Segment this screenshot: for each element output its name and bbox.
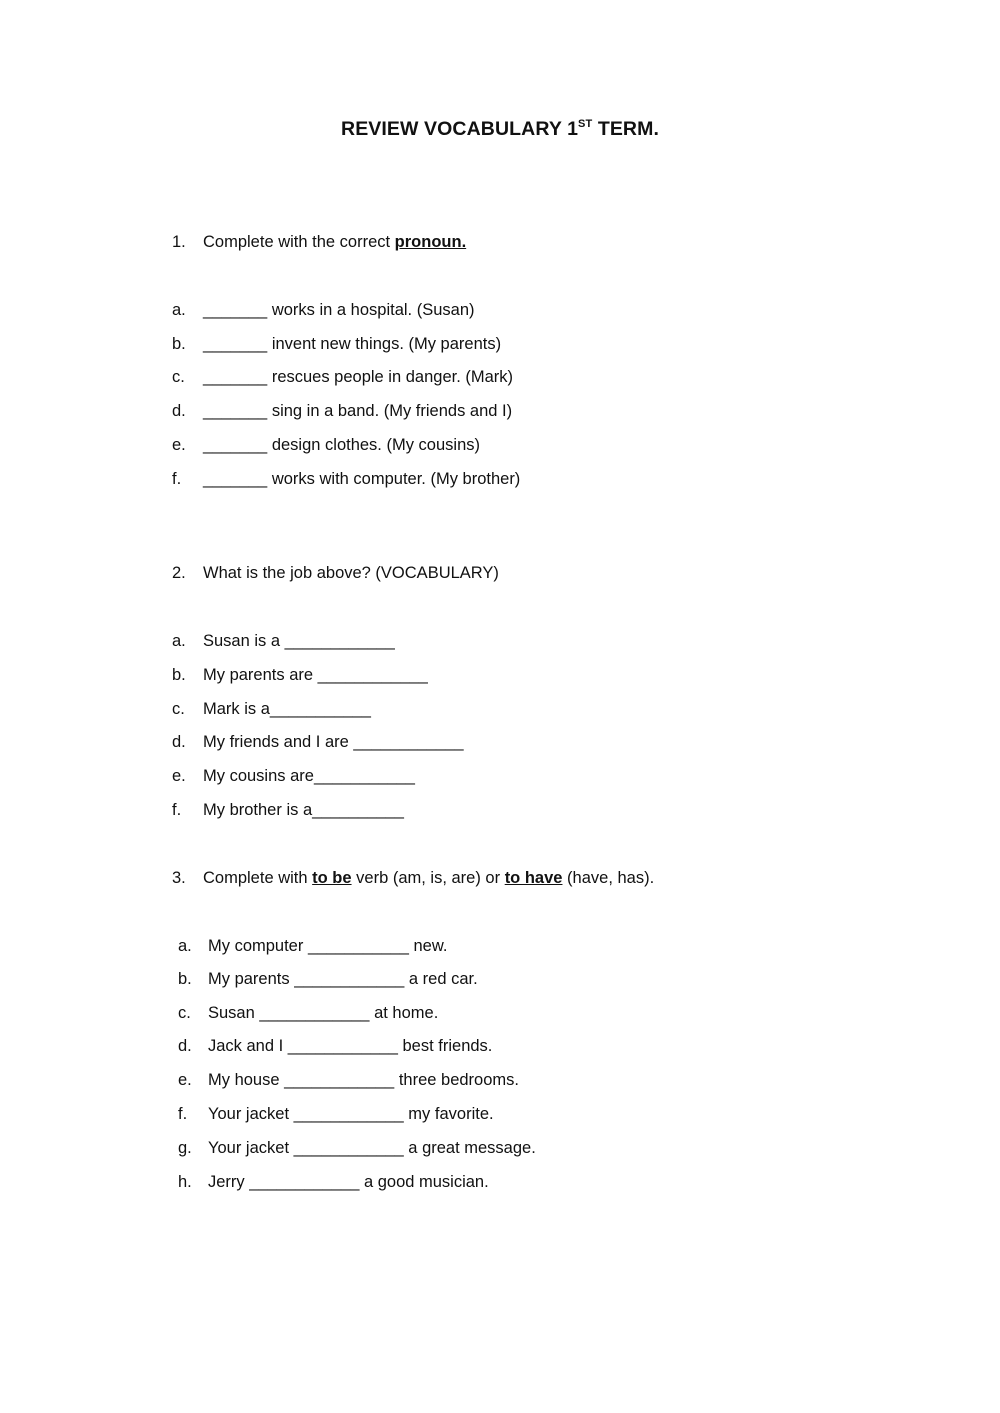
q3-item: Jerry ____________ a good musician. [208,1173,489,1191]
q3-item-letter: e. [178,1071,192,1089]
q1-item-letter: f. [172,470,182,488]
q2-item-letter: b. [172,666,186,684]
q2-item: My brother is a__________ [203,801,404,819]
q3-item: Your jacket ____________ a great message. [208,1139,536,1157]
q3-item-letter: g. [178,1139,192,1157]
q3-item: Jack and I ____________ best friends. [208,1037,493,1055]
q3-item-letter: c. [178,1004,191,1022]
q2-item: Mark is a___________ [203,700,371,718]
q1-number: 1. [172,233,186,251]
q1-item: _______ sing in a band. (My friends and I) [203,402,513,420]
q3-item-letter: d. [178,1037,192,1055]
q1-item: _______ invent new things. (My parents) [203,335,502,353]
q2-item-letter: f. [172,801,182,819]
q3-item-letter: f. [178,1105,188,1123]
q1-item-letter: b. [172,335,186,353]
q1-instruction: Complete with the correct pronoun. [203,233,467,251]
q1-item-letter: a. [172,301,186,319]
q1-item-letter: e. [172,436,186,454]
q2-instruction: What is the job above? (VOCABULARY) [203,564,499,582]
q3-item: Susan ____________ at home. [208,1004,439,1022]
q3-instruction: Complete with to be verb (am, is, are) or to have (have, has). [203,869,655,887]
q2-item: Susan is a ____________ [203,632,395,650]
q2-item-letter: c. [172,700,185,718]
q3-item: My parents ____________ a red car. [208,970,478,988]
q1-item: _______ works in a hospital. (Susan) [203,301,475,319]
q3-item-letter: h. [178,1173,192,1191]
q2-item-letter: e. [172,767,186,785]
q2-item: My friends and I are ____________ [203,733,464,751]
q1-item: _______ design clothes. (My cousins) [203,436,480,454]
q2-item-letter: d. [172,733,186,751]
q2-number: 2. [172,564,186,582]
q3-item-letter: b. [178,970,192,988]
q2-item-letter: a. [172,632,186,650]
q1-item-letter: c. [172,368,185,386]
q3-item: My house ____________ three bedrooms. [208,1071,519,1089]
page-title: REVIEW VOCABULARY 1ST TERM. [341,117,659,140]
q1-item: _______ works with computer. (My brother) [203,470,521,488]
q1-item-letter: d. [172,402,186,420]
q2-item: My parents are ____________ [203,666,428,684]
q2-item: My cousins are___________ [203,767,415,785]
q3-item-letter: a. [178,937,192,955]
q3-item: My computer ___________ new. [208,937,448,955]
q3-item: Your jacket ____________ my favorite. [208,1105,494,1123]
q3-number: 3. [172,869,186,887]
q1-item: _______ rescues people in danger. (Mark) [203,368,514,386]
